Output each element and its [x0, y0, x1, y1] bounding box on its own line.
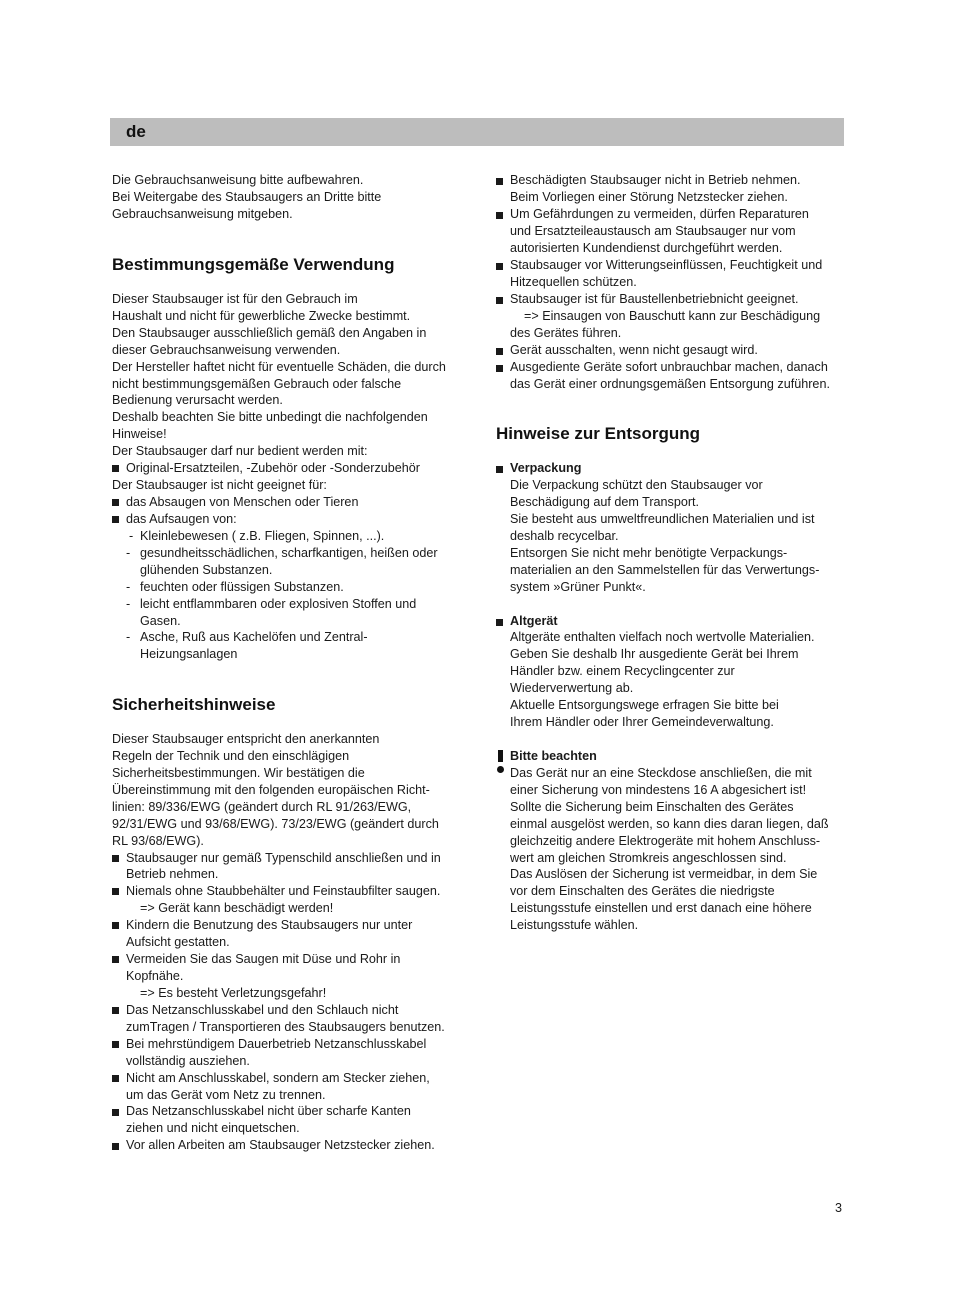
paragraph-line: Sollte die Sicherung beim Einschalten des Gerätes — [510, 800, 794, 814]
page-number: 3 — [835, 1201, 843, 1215]
paragraph-line: Den Staubsauger ausschließlich gemäß den Angaben in — [112, 326, 427, 340]
paragraph-line: Der Staubsauger ist nicht geeignet für: — [112, 478, 327, 492]
paragraph-line: Entsorgen Sie nicht mehr benötigte Verpackungs- — [510, 546, 788, 560]
paragraph-line: Der Hersteller haftet nicht für eventuelle Schäden, die durch — [112, 360, 446, 374]
paragraph-line: Übereinstimmung mit den folgenden europäischen Richt- — [112, 783, 430, 797]
bullet-item-continued: Hitzequellen schützen. — [510, 275, 637, 289]
bullet-item: Original-Ersatzteilen, -Zubehör oder -Sonderzubehör — [126, 461, 421, 475]
bullet-item: Vermeiden Sie das Saugen mit Düse und Rohr in — [126, 952, 401, 966]
bullet-item-continued: das Gerät einer ordnungsgemäßen Entsorgung zuführen. — [510, 377, 830, 391]
paragraph-line: einmal ausgelöst werden, so kann dies daran liegen, daß — [510, 817, 829, 831]
paragraph-line: Das Auslösen der Sicherung ist vermeidbar, in dem Sie — [510, 867, 818, 881]
paragraph-line: Händler bzw. einem Recyclingcenter zur — [510, 664, 735, 678]
bullet-item-note: => Es besteht Verletzungsgefahr! — [140, 986, 327, 1000]
dash-item-continued: Heizungsanlagen — [140, 647, 238, 661]
dash-item: feuchten oder flüssigen Substanzen. — [140, 580, 344, 594]
bullet-item: Kindern die Benutzung des Staubsaugers nur unter — [126, 918, 413, 932]
language-label: de — [126, 122, 146, 141]
paragraph-line: Geben Sie deshalb Ihr ausgediente Gerät bei Ihrem — [510, 647, 799, 661]
bullet-item: Um Gefährdungen zu vermeiden, dürfen Reparaturen — [510, 207, 809, 221]
bullet-item-continued: Kopfnähe. — [126, 969, 184, 983]
paragraph-line: nicht bestimmungsgemäßen Gebrauch oder falsche — [112, 377, 402, 391]
dash-item: gesundheitsschädlichen, scharfkantigen, heißen oder — [140, 546, 438, 560]
dash-marker: - — [126, 630, 131, 644]
subsection-title-packaging: Verpackung — [510, 461, 582, 475]
dash-marker: - — [126, 597, 131, 611]
bullet-item: Das Netzanschlusskabel und den Schlauch nicht — [126, 1003, 399, 1017]
paragraph-line: Dieser Staubsauger ist für den Gebrauch im — [112, 292, 358, 306]
paragraph-line: vor dem Einschalten des Gerätes die niedrigste — [510, 884, 775, 898]
bullet-item-continued: des Gerätes führen. — [510, 326, 622, 340]
paragraph-line: Wiederverwertung ab. — [510, 681, 634, 695]
bullet-marker — [496, 619, 503, 626]
paragraph-line: Ihrem Händler oder Ihrer Gemeindeverwaltung. — [510, 715, 774, 729]
paragraph-line: wert am gleichen Stromkreis angeschlossen sind. — [510, 851, 787, 865]
bullet-item: Nicht am Anschlusskabel, sondern am Stecker ziehen, — [126, 1071, 430, 1085]
bullet-marker — [112, 1007, 119, 1014]
paragraph-line: Regeln der Technik und den einschlägigen — [112, 749, 350, 763]
paragraph-line: Deshalb beachten Sie bitte unbedingt die nachfolgenden — [112, 410, 428, 424]
dash-marker: - — [126, 546, 131, 560]
paragraph-line: Das Gerät nur an eine Steckdose anschließen, die mit — [510, 766, 812, 780]
bullet-marker — [112, 465, 119, 472]
paragraph-line: materialien an den Sammelstellen für das Verwertungs- — [510, 563, 820, 577]
intro-line: Gebrauchsanweisung mitgeben. — [112, 207, 293, 221]
subsection-title-note: Bitte beachten — [510, 749, 597, 763]
bullet-item: Vor allen Arbeiten am Staubsauger Netzstecker ziehen. — [126, 1138, 435, 1152]
dash-item: Kleinlebewesen ( z.B. Fliegen, Spinnen, ...). — [140, 529, 385, 543]
bullet-item-continued: ziehen und nicht einquetschen. — [126, 1121, 300, 1135]
dash-marker: - — [126, 580, 131, 594]
dash-item: Asche, Ruß aus Kachelöfen und Zentral- — [140, 630, 368, 644]
bullet-item: Gerät ausschalten, wenn nicht gesaugt wird. — [510, 343, 758, 357]
paragraph-line: 92/31/EWG und 93/68/EWG). 73/23/EWG (geändert durch — [112, 817, 439, 831]
dash-item-continued: Gasen. — [140, 614, 181, 628]
paragraph-line: Leistungsstufe wählen. — [510, 918, 639, 932]
bullet-marker — [112, 956, 119, 963]
bullet-item-note: => Einsaugen von Bauschutt kann zur Beschädigung — [524, 309, 821, 323]
bullet-marker — [496, 212, 503, 219]
bullet-marker — [112, 516, 119, 523]
paragraph-line: gleichzeitig andere Elektrogeräte mit hohem Anschluss- — [510, 834, 821, 848]
bullet-item-continued: vollständig ausziehen. — [126, 1054, 250, 1068]
bullet-item: Bei mehrstündigem Dauerbetrieb Netzanschlusskabel — [126, 1037, 427, 1051]
bullet-item-continued: zumTragen / Transportieren des Staubsaugers benutzen. — [126, 1020, 445, 1034]
exclamation-icon — [498, 750, 503, 762]
intro-line: Die Gebrauchsanweisung bitte aufbewahren. — [112, 173, 364, 187]
bullet-item: Staubsauger ist für Baustellenbetriebnicht geeignet. — [510, 292, 799, 306]
paragraph-line: Bedienung verursacht werden. — [112, 393, 283, 407]
bullet-item-continued: Beim Vorliegen einer Störung Netzstecker ziehen. — [510, 190, 788, 204]
section-title-intended-use: Bestimmungsgemäße Verwendung — [112, 255, 395, 274]
bullet-item: Ausgediente Geräte sofort unbrauchbar machen, danach — [510, 360, 828, 374]
paragraph-line: system »Grüner Punkt«. — [510, 580, 646, 594]
bullet-marker — [112, 1075, 119, 1082]
bullet-marker — [496, 297, 503, 304]
paragraph-line: Haushalt und nicht für gewerbliche Zwecke bestimmt. — [112, 309, 411, 323]
bullet-marker — [112, 888, 119, 895]
bullet-marker — [496, 365, 503, 372]
bullet-item-continued: Betrieb nehmen. — [126, 867, 219, 881]
bullet-marker — [112, 499, 119, 506]
bullet-marker — [496, 348, 503, 355]
paragraph-line: dieser Gebrauchsanweisung verwenden. — [112, 343, 341, 357]
paragraph-line: Dieser Staubsauger entspricht den anerkannten — [112, 732, 380, 746]
bullet-item: Staubsauger vor Witterungseinflüssen, Feuchtigkeit und — [510, 258, 823, 272]
bullet-marker — [112, 1109, 119, 1116]
language-header-bar — [110, 118, 844, 146]
paragraph-line: Beschädigung auf dem Transport. — [510, 495, 700, 509]
subsection-title-old-appliance: Altgerät — [510, 614, 558, 628]
paragraph-line: Altgeräte enthalten vielfach noch wertvolle Materialien. — [510, 630, 815, 644]
paragraph-line: Aktuelle Entsorgungswege erfragen Sie bitte bei — [510, 698, 779, 712]
paragraph-line: Die Verpackung schützt den Staubsauger vor — [510, 478, 763, 492]
bullet-marker — [112, 922, 119, 929]
bullet-item: Niemals ohne Staubbehälter und Feinstaubfilter saugen. — [126, 884, 441, 898]
bullet-item-continued: autorisierten Kundendienst durchgeführt werden. — [510, 241, 783, 255]
paragraph-line: Sie besteht aus umweltfreundlichen Materialien und ist — [510, 512, 815, 526]
bullet-marker — [496, 466, 503, 473]
bullet-item-continued: um das Gerät vom Netz zu trennen. — [126, 1088, 326, 1102]
exclamation-dot-icon — [497, 766, 504, 773]
dash-marker: - — [129, 529, 134, 543]
intro-line: Bei Weitergabe des Staubsaugers an Dritte bitte — [112, 190, 382, 204]
dash-item-continued: glühenden Substanzen. — [140, 563, 273, 577]
paragraph-line: Leistungsstufe einstellen und erst danach eine höhere — [510, 901, 812, 915]
bullet-item: Beschädigten Staubsauger nicht in Betrieb nehmen. — [510, 173, 801, 187]
section-title-safety: Sicherheitshinweise — [112, 695, 276, 714]
bullet-item: das Absaugen von Menschen oder Tieren — [126, 495, 359, 509]
paragraph-line: RL 93/68/EWG). — [112, 834, 204, 848]
paragraph-line: deshalb recycelbar. — [510, 529, 619, 543]
bullet-marker — [112, 1041, 119, 1048]
bullet-item-note: => Gerät kann beschädigt werden! — [140, 901, 334, 915]
bullet-marker — [496, 263, 503, 270]
paragraph-line: Der Staubsauger darf nur bedient werden mit: — [112, 444, 368, 458]
dash-item: leicht entflammbaren oder explosiven Stoffen und — [140, 597, 417, 611]
bullet-item: Staubsauger nur gemäß Typenschild anschließen und in — [126, 851, 441, 865]
section-title-disposal: Hinweise zur Entsorgung — [496, 424, 701, 443]
bullet-item-continued: Aufsicht gestatten. — [126, 935, 230, 949]
bullet-marker — [112, 1143, 119, 1150]
bullet-item-continued: und Ersatzteileaustausch am Staubsauger nur vom — [510, 224, 796, 238]
paragraph-line: Sicherheitsbestimmungen. Wir bestätigen die — [112, 766, 365, 780]
paragraph-line: einer Sicherung von mindestens 16 A abgesichert ist! — [510, 783, 807, 797]
paragraph-line: Hinweise! — [112, 427, 167, 441]
paragraph-line: linien: 89/336/EWG (geändert durch RL 91/263/EWG, — [112, 800, 412, 814]
bullet-item: das Aufsaugen von: — [126, 512, 237, 526]
bullet-item: Das Netzanschlusskabel nicht über scharfe Kanten — [126, 1104, 411, 1118]
bullet-marker — [496, 178, 503, 185]
bullet-marker — [112, 855, 119, 862]
